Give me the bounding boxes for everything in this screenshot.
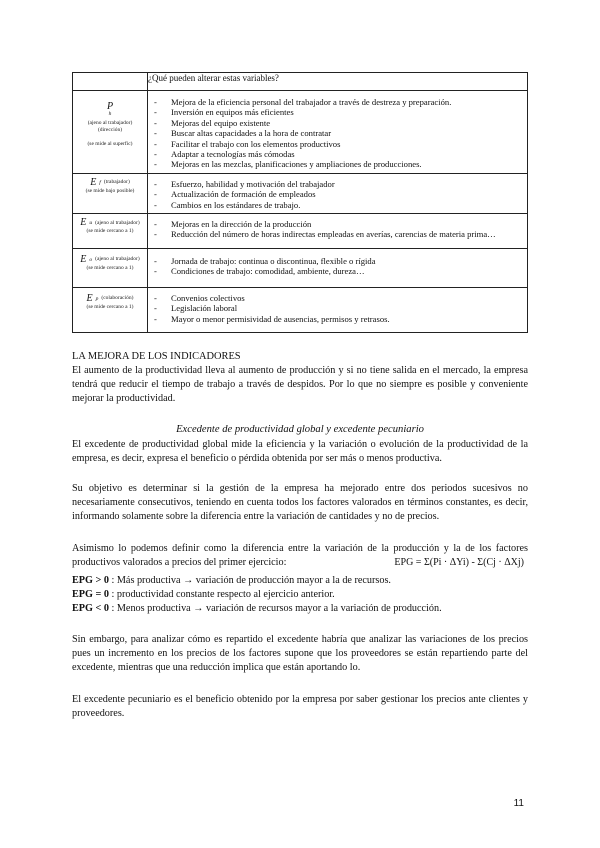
variable-symbol: E xyxy=(80,217,87,229)
variable-note: (ajeno al trabajador) xyxy=(87,119,133,126)
variable-note: (colaboración) xyxy=(101,295,134,302)
table-row xyxy=(73,173,528,213)
variable-range: (se mide cercano a 1) xyxy=(86,228,134,235)
factors-cell xyxy=(148,173,528,213)
table-header: ¿Qué pueden alterar estas variables? xyxy=(148,73,528,91)
section-subheading: Excedente de productividad global y excedente pecuniario xyxy=(176,424,424,435)
variable-subscript: o xyxy=(89,256,93,263)
list-item: - Legislación laboral xyxy=(154,303,523,313)
variable-range: (se mide bajo posible) xyxy=(85,188,135,195)
paragraph: Sin embargo, para analizar cómo es repartido el excedente habría que analizar las variaciones de los precios pues un incremento en los precios de los factores supone que los proveedores se están repartiendo parte del excedente, mientras que una reducción implica que están aportando lo. xyxy=(72,634,528,673)
paragraph: Su objetivo es determinar si la gestión de la empresa ha mejorado entre dos periodos sucesivos no necesariamente consecutivos, teniendo en cuenta todos los factores valorados en términos constantes, es decir, informando solamente sobre la diferencia entre la variación de cantidades y no de precios. xyxy=(72,483,528,522)
variable-note: (ajeno al trabajador) xyxy=(95,256,140,263)
list-item: - Adaptar a tecnologías más cómodas xyxy=(154,149,523,159)
list-item: - Cambios en los estándares de trabajo. xyxy=(154,200,523,210)
list-item: - Jornada de trabajo: continua o discontinua, flexible o rígida xyxy=(154,256,523,266)
case-label: EPG > 0 xyxy=(72,575,109,586)
paragraph: El excedente de productividad global mide la eficiencia y la variación o evolución de la productividad de la empresa, es decir, expresa el beneficio o pérdida obtenida por ser más o menos productiva. xyxy=(72,439,528,464)
variable-cell xyxy=(73,91,148,174)
variable-subscript: u xyxy=(89,220,93,227)
variable-subscript: h xyxy=(108,111,112,118)
table-header-row xyxy=(73,73,528,91)
list-item: - Inversión en equipos más eficientes xyxy=(154,107,523,117)
paragraph: El aumento de la productividad lleva al aumento de producción y si no tiene salida en el mercado, la empresa tendrá que reducir el tiempo de trabajo a través de despidos. Por lo que no siempre es posible y conveniente mejorar la productividad. xyxy=(72,365,528,404)
list-item: - Mejoras en las mezclas, planificaciones y ampliaciones de producciones. xyxy=(154,159,523,169)
variable-cell xyxy=(73,287,148,332)
variable-note: (dirección) xyxy=(97,127,123,134)
variable-cell xyxy=(73,248,148,287)
list-item xyxy=(72,574,528,588)
epg-cases xyxy=(72,574,528,616)
table-row xyxy=(73,248,528,287)
paragraph: El excedente pecuniario es el beneficio obtenido por la empresa por saber gestionar los precios ante clientes y proveedores. xyxy=(72,694,528,719)
epg-formula: EPG = Σ(Pi · ΔYi) - Σ(Cj · ΔXj) xyxy=(394,557,524,568)
list-item: - Reducción del número de horas indirectas empleadas en averías, carencias de materia prima… xyxy=(154,229,523,239)
variable-symbol: E xyxy=(80,253,87,265)
list-item xyxy=(72,602,528,616)
list-item: - Mejora de la eficiencia personal del trabajador a través de destreza y preparación. xyxy=(154,97,523,107)
table-row xyxy=(73,91,528,174)
list-item: - Convenios colectivos xyxy=(154,293,523,303)
case-text: : productividad constante respecto al ejercicio anterior. xyxy=(111,589,335,600)
table-row xyxy=(73,214,528,249)
section-heading: LA MEJORA DE LOS INDICADORES xyxy=(72,351,241,362)
list-item: - Facilitar el trabajo con los elementos productivos xyxy=(154,139,523,149)
list-item xyxy=(72,588,528,602)
factors-cell xyxy=(148,91,528,174)
variable-range: (se mide cercano a 1) xyxy=(86,304,134,311)
case-text: : Más productiva → variación de producción mayor a la de recursos. xyxy=(111,575,391,586)
list-item: - Mejoras en la dirección de la producción xyxy=(154,219,523,229)
variables-table xyxy=(72,72,528,333)
variable-range: (se mide al superfic) xyxy=(87,140,133,147)
list-item: - Actualización de formación de empleados xyxy=(154,189,523,199)
variable-subscript: p xyxy=(95,295,99,302)
variable-range: (se mide cercano a 1) xyxy=(86,265,134,272)
variable-symbol: E xyxy=(86,292,93,304)
table-row xyxy=(73,287,528,332)
variable-symbol: E xyxy=(90,176,97,188)
variable-cell xyxy=(73,173,148,213)
list-item: - Esfuerzo, habilidad y motivación del trabajador xyxy=(154,179,523,189)
paragraph: Asimismo lo podemos definir como la diferencia entre la variación de la producción y la de los factores productivos valorados a precios del primer ejercicio: xyxy=(72,543,528,568)
header-empty-cell xyxy=(73,73,148,91)
factors-cell xyxy=(148,214,528,249)
paragraph-with-formula xyxy=(72,542,528,570)
list-item: - Condiciones de trabajo: comodidad, ambiente, dureza… xyxy=(154,266,523,276)
case-label: EPG = 0 xyxy=(72,589,109,600)
variable-symbol: P xyxy=(106,101,114,112)
list-item: - Buscar altas capacidades a la hora de contratar xyxy=(154,128,523,138)
variable-cell xyxy=(73,214,148,249)
variable-note: (trabajador) xyxy=(103,179,130,186)
case-label: EPG < 0 xyxy=(72,603,109,614)
variable-subscript: f xyxy=(99,179,101,186)
factors-cell xyxy=(148,248,528,287)
factors-cell xyxy=(148,287,528,332)
list-item: - Mejoras del equipo existente xyxy=(154,118,523,128)
list-item: - Mayor o menor permisividad de ausencias, permisos y retrasos. xyxy=(154,314,523,324)
variable-note: (ajeno al trabajador) xyxy=(95,219,140,226)
page-number: 11 xyxy=(513,798,524,809)
case-text: : Menos productiva → variación de recursos mayor a la variación de producción. xyxy=(111,603,442,614)
